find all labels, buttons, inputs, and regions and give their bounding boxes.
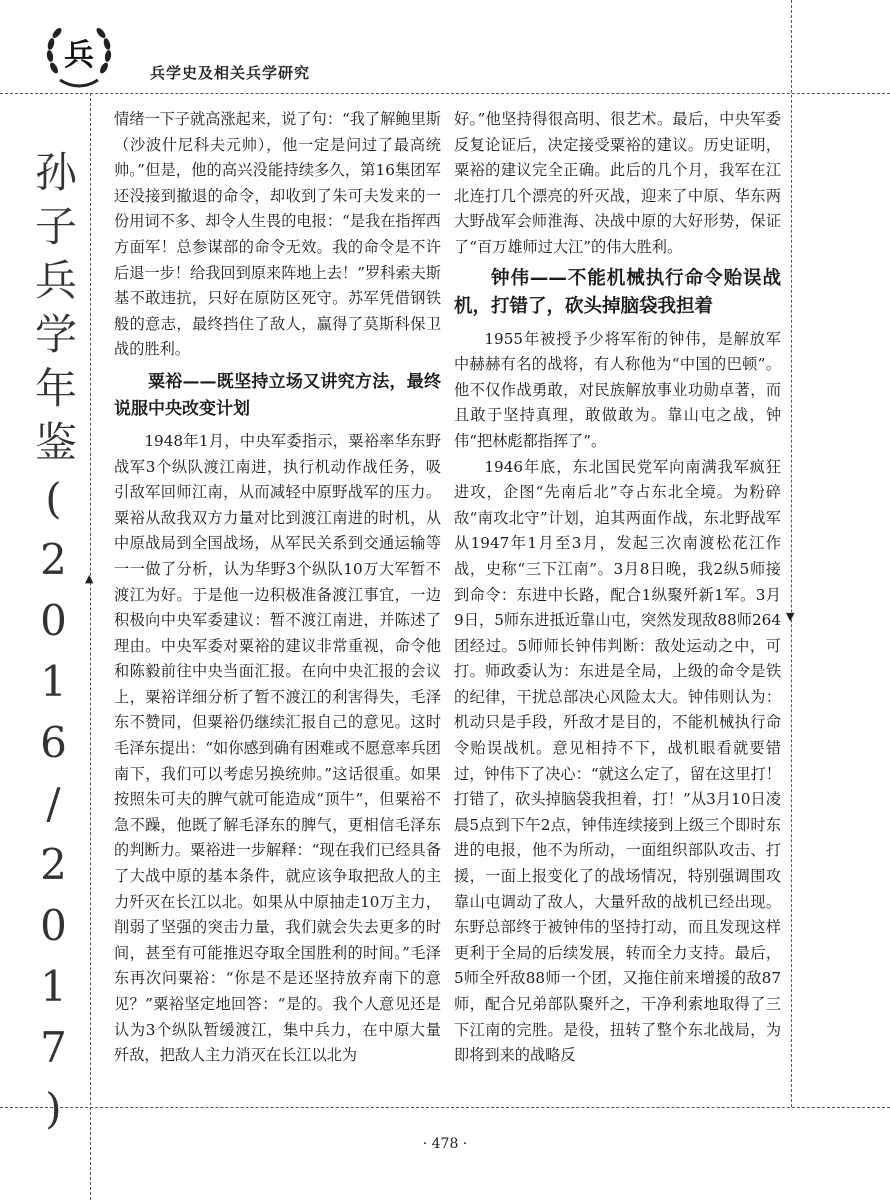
left-dashed-rule [90,93,91,1200]
body-paragraph: 1955年被授予少将军衔的钟伟，是解放军中赫赫有名的战将，有人称他为“中国的巴顿”。他不仅作战勇敢，对民族解放事业功勋卓著，而且敢于坚持真理，敢做敢为。靠山屯之战，钟伟“把林彪都指挥了”。 [454,329,781,450]
vertical-book-title: 孙子兵学年鉴(2016/2017) [29,150,78,1145]
logo-glyph: 兵 [64,38,94,73]
page-number: · 478 · [422,1136,468,1152]
body-paragraph: 好。”他坚持得很高明、很艺术。最后，中央军委反复论证后，决定接受粟裕的建议。历史证明，粟裕的建议完全正确。此后的几个月，我军在江北连打几个漂亮的歼灭战，迎来了中原、华东两大野战军会师淮海、决战中原的大好形势，保证了“百万雄师过大江”的伟大胜利。 [454,110,781,256]
bottom-dashed-rule [0,1107,890,1108]
right-dashed-rule [791,0,792,1107]
arrow-up-icon: ▲ [85,572,94,585]
running-header: 兵学史及相关兵学研究 [150,64,311,82]
top-dashed-rule [0,93,890,94]
right-column [454,107,781,1069]
left-column [114,107,441,1069]
section-heading: 钟伟——不能机械执行命令贻误战机，打错了，砍头掉脑袋我担着 [454,267,781,317]
body-paragraph: 1948年1月，中央军委指示，粟裕率华东野战军3个纵队渡江南进，执行机动作战任务，吸引敌军回师江南，从而减轻中原野战军的压力。粟裕从敌我双方力量对比到渡江南进的时机，从中原战局到全国战场，从军民关系到交通运输等一一做了分析，认为华野3个纵队10万大军暂不渡江为好。于是他一边积极准备渡江事宜，一边积极向中央军委建议：暂不渡江南进，并陈述了理由。中央军委对粟裕的建议非常重视，命令他和陈毅前往中央当面汇报。在向中央汇报的会议上，粟裕详细分析了暂不渡江的利害得失，毛泽东不赞同，但粟裕仍继续汇报自己的意见。这时毛泽东提出：“如你感到确有困难或不愿意率兵团南下，我们可以考虑另换统帅。”这话很重。如果按照朱可夫的脾气就可能造成“顶牛”，但粟裕不急不躁，他既了解毛泽东的脾气，更相信毛泽东的判断力。粟裕进一步解释：“现在我们已经具备了大战中原的基本条件，就应该争取把敌人的主力歼灭在长江以北。如果从中原抽走10万主力，削弱了坚强的突击力量，我们就会失去更多的时间，甚至有可能推迟夺取全国胜利的时间。”毛泽东再次问粟裕：“你是不是还坚持放弃南下的意见？”粟裕坚定地回答：“是的。我个人意见还是认为3个纵队暂缓渡江，集中兵力，在中原大量歼敌，把敌人主力消灭在长江以北为 [114,431,441,1065]
yearbook-logo [42,18,116,92]
laurel-wreath-icon [42,18,116,92]
section-heading: 粟裕——既坚持立场又讲究方法，最终说服中央改变计划 [114,371,441,419]
arrow-down-icon: ▼ [786,610,795,623]
body-paragraph: 情绪一下子就高涨起来，说了句：“我了解鲍里斯（沙波什尼科夫元帅），他一定是问过了最高统帅。”但是，他的高兴没能持续多久，第16集团军还没接到撤退的命令，却收到了朱可夫发来的一份用词不多、却令人生畏的电报：“是我在指挥西方面军！总参谋部的命令无效。我的命令是不许后退一步！给我回到原来阵地上去！”罗科索夫斯基不敢违抗，只好在原防区死守。苏军凭借钢铁般的意志，最终挡住了敌人，赢得了莫斯科保卫战的胜利。 [114,110,441,359]
body-paragraph: 1946年底，东北国民党军向南满我军疯狂进攻，企图“先南后北”夺占东北全境。为粉碎敌“南攻北守”计划，迫其两面作战，东北野战军从1947年1月至3月，发起三次南渡松花江作战，史称“三下江南”。3月8日晚，我2纵5师接到命令：东进中长路，配合1纵聚歼新1军。3月9日，5师东进抵近靠山屯，突然发现敌88师264团经过。5师师长钟伟判断：敌处运动之中，可打。师政委认为：东进是全局，上级的命令是铁的纪律，干扰总部决心风险太大。钟伟则认为：机动只是手段，歼敌才是目的，不能机械执行命令贻误战机。意见相持不下，战机眼看就要错过，钟伟下了决心：“就这么定了，留在这里打！打错了，砍头掉脑袋我担着，打！”从3月10日凌晨5点到下午2点，钟伟连续接到上级三个即时东进的电报，他不为所动，一面组织部队攻击、打援，一面上报变化了的战场情况，特别强调围攻靠山屯调动了敌人，大量歼敌的战机已经出现。东野总部终于被钟伟的坚持打动，而且发现这样更利于全局的后续发展，转而全力支持。最后，5师全歼敌88师一个团，又拖住前来增援的敌87师，配合兄弟部队聚歼之，干净利索地取得了三下江南的完胜。是役，扭转了整个东北战局，为即将到来的战略反 [454,457,781,1065]
